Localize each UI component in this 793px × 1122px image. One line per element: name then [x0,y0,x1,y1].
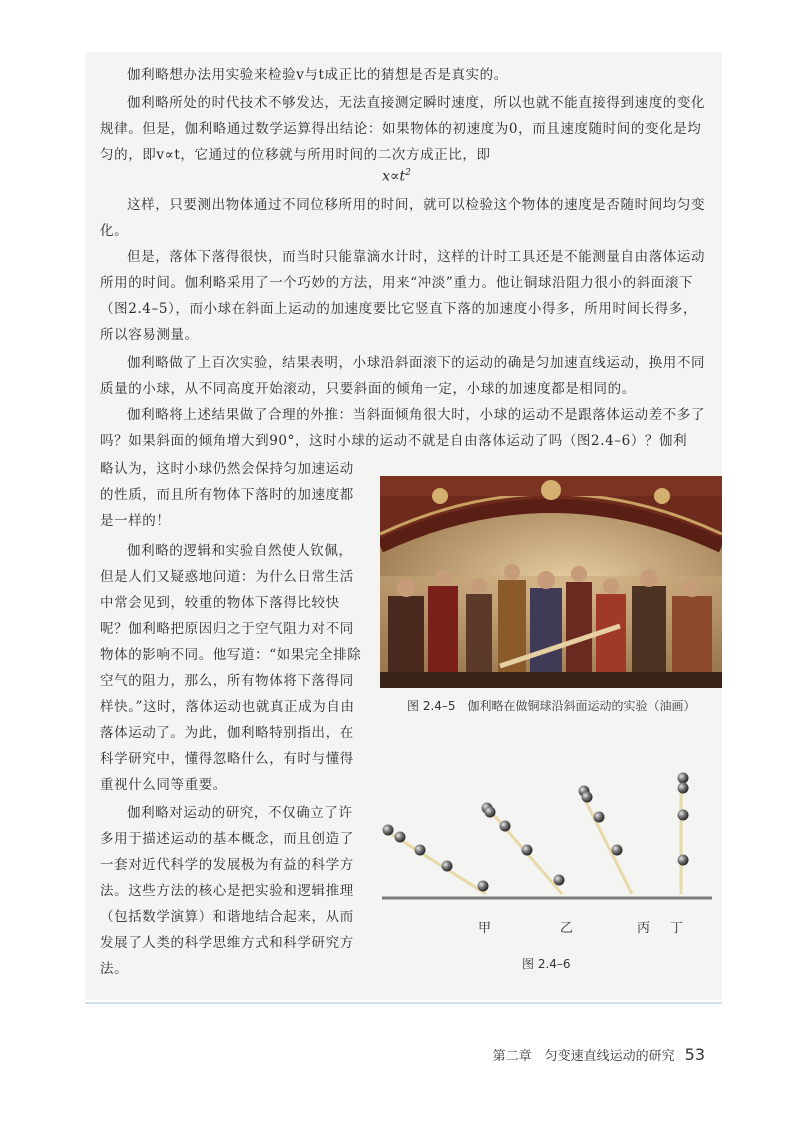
galileo-oil-painting [380,476,722,688]
paragraph-intro: 伽利略想办法用实验来检验v与t成正比的猜想是否是真实的。 [127,67,508,83]
paragraph-method: 伽利略对运动的研究，不仅确立了许多用于描述运动的基本概念，而且创造了一套对近代科学的发展极为有益的科学方法。这些方法的核心是把实验和逻辑推理（包括数学演算）和谐地结合起来，从而发展了人类的科学思维方式和科学研究方法。 [100,805,354,977]
label-bing: 丙 [637,921,651,936]
paragraph-dilute-gravity: 但是，落体下落得很快，而当时只能靠滴水计时，这样的计时工具还是不能测量自由落体运动所用的时间。伽利略采用了一个巧妙的方法，用来“冲淡”重力。他让铜球沿阻力很小的斜面滚下（图2.4–5），而小球在斜面上运动的加速度要比它竖直下落的加速度小得多，所用时间长得多，所以容易测量。 [100,249,706,343]
label-yi: 乙 [560,921,574,936]
figure-2-4-5-caption: 图 2.4–5 伽利略在做铜球沿斜面运动的实验（油画） [407,699,696,713]
page-number: 53 [684,1045,705,1064]
formula-lhs: x∝t [382,168,406,185]
paragraph-extrapolation: 伽利略将上述结果做了合理的外推：当斜面倾角很大时，小球的运动不是跟落体运动差不多了吗？如果斜面的倾角增大到90°，这时小球的运动不就是自由落体运动了吗（图2.4–6）？伽利 [100,407,706,449]
paragraph-derivation: 伽利略所处的时代技术不够发达，无法直接测定瞬时速度，所以也就不能直接得到速度的变化规律。但是，伽利略通过数学运算得出结论：如果物体的初速度为0，而且速度随时间的变化是均匀的，即v∝t，它通过的位移就与所用时间的二次方成正比，即 [100,95,706,163]
inclined-plane-diagram [382,770,712,930]
figure-2-4-6-caption: 图 2.4–6 [522,957,571,971]
formula-x-prop-t2 [0,168,793,185]
chapter-title: 第二章 匀变速直线运动的研究 [492,1049,675,1064]
page-footer [493,1045,705,1064]
paragraph-air-resistance: 伽利略的逻辑和实验自然使人钦佩，但是人们又疑惑地问道：为什么日常生活中常会见到，较重的物体下落得比较快呢？伽利略把原因归之于空气阻力对不同物体的影响不同。他写道：“如果完全排除空气的阻力，那么，所有物体将下落得同样快。”这时，落体运动也就真正成为自由落体运动了。为此，伽利略特别指出，在科学研究中，懂得忽略什么，有时与懂得重视什么同等重要。 [100,543,362,793]
formula-exponent: 2 [405,168,411,178]
label-ding: 丁 [670,921,684,936]
paragraph-experiments: 伽利略做了上百次实验，结果表明，小球沿斜面滚下的运动的确是匀加速直线运动，换用不同质量的小球，从不同高度开始滚动，只要斜面的倾角一定，小球的加速度都是相同的。 [100,355,706,397]
label-jia: 甲 [478,921,492,936]
paragraph-measure: 这样，只要测出物体通过不同位移所用的时间，就可以检验这个物体的速度是否随时间均匀变化。 [100,197,706,239]
footer-rule [85,1002,722,1004]
paragraph-conclusion: 略认为，这时小球仍然会保持匀加速运动的性质，而且所有物体下落时的加速度都是一样的！ [100,461,354,529]
